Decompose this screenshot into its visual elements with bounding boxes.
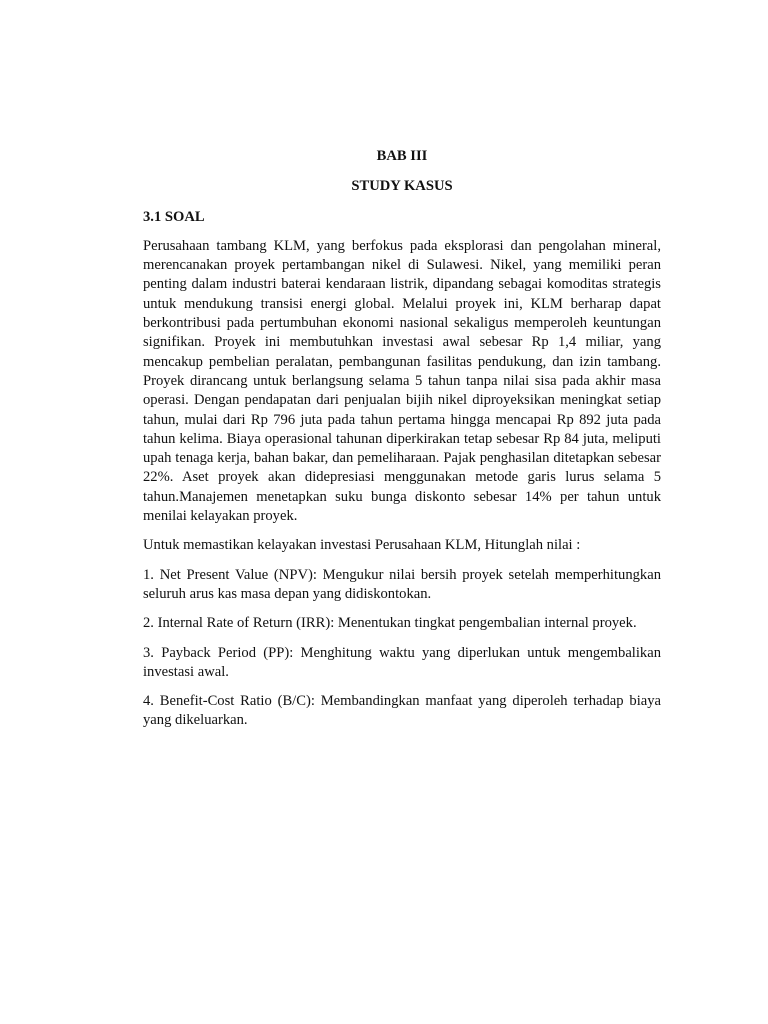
chapter-label: BAB III [376,148,428,164]
page-content [143,147,661,731]
question-list [143,566,661,731]
section-heading: 3.1 SOAL [143,208,205,225]
chapter-title: STUDY KASUS [351,178,453,195]
question-item: 4. Benefit-Cost Ratio (B/C): Membandingkan manfaat yang diperoleh terhadap biaya yang dikeluarkan. [143,693,661,729]
question-item: 2. Internal Rate of Return (IRR): Menentukan tingkat pengembalian internal proyek. [143,615,637,632]
question-item: 1. Net Present Value (NPV): Mengukur nilai bersih proyek setelah memperhitungkan seluruh arus kas masa depan yang didiskontokan. [143,566,661,602]
task-intro: Untuk memastikan kelayakan investasi Perusahaan KLM, Hitunglah nilai : [143,537,581,554]
question-item: 3. Payback Period (PP): Menghitung waktu yang diperlukan untuk mengembalikan investasi awal. [143,644,661,680]
case-description-paragraph: Perusahaan tambang KLM, yang berfokus pada eksplorasi dan pengolahan mineral, merencanakan proyek pertambangan nikel di Sulawesi. Nikel, yang memiliki peran penting dalam industri baterai kendaraan listrik, dipandang sebagai komoditas strategis untuk mendukung transisi energi global. Melalui proyek ini, KLM berharap dapat berkontribusi pada pertumbuhan ekonomi nasional sekaligus memperoleh keuntungan signifikan. Proyek ini membutuhkan investasi awal sebesar Rp 1,4 miliar, yang mencakup pembelian peralatan, pembangunan fasilitas pendukung, dan izin tambang. Proyek dirancang untuk berlangsung selama 5 tahun tanpa nilai sisa pada akhir masa operasi. Dengan pendapatan dari penjualan bijih nikel diproyeksikan meningkat setiap tahun, mulai dari Rp 796 juta pada tahun pertama hingga mencapai Rp 892 juta pada tahun kelima. Biaya operasional tahunan diperkirakan tetap sebesar Rp 84 juta, meliputi upah tenaga kerja, bahan bakar, dan pemeliharaan. Pajak penghasilan ditetapkan sebesar 22%. Aset proyek akan didepresiasi menggunakan metode garis lurus selama 5 tahun.Manajemen menetapkan suku bunga diskonto sebesar 14% per tahun untuk menilai kelayakan proyek. [143,237,661,525]
